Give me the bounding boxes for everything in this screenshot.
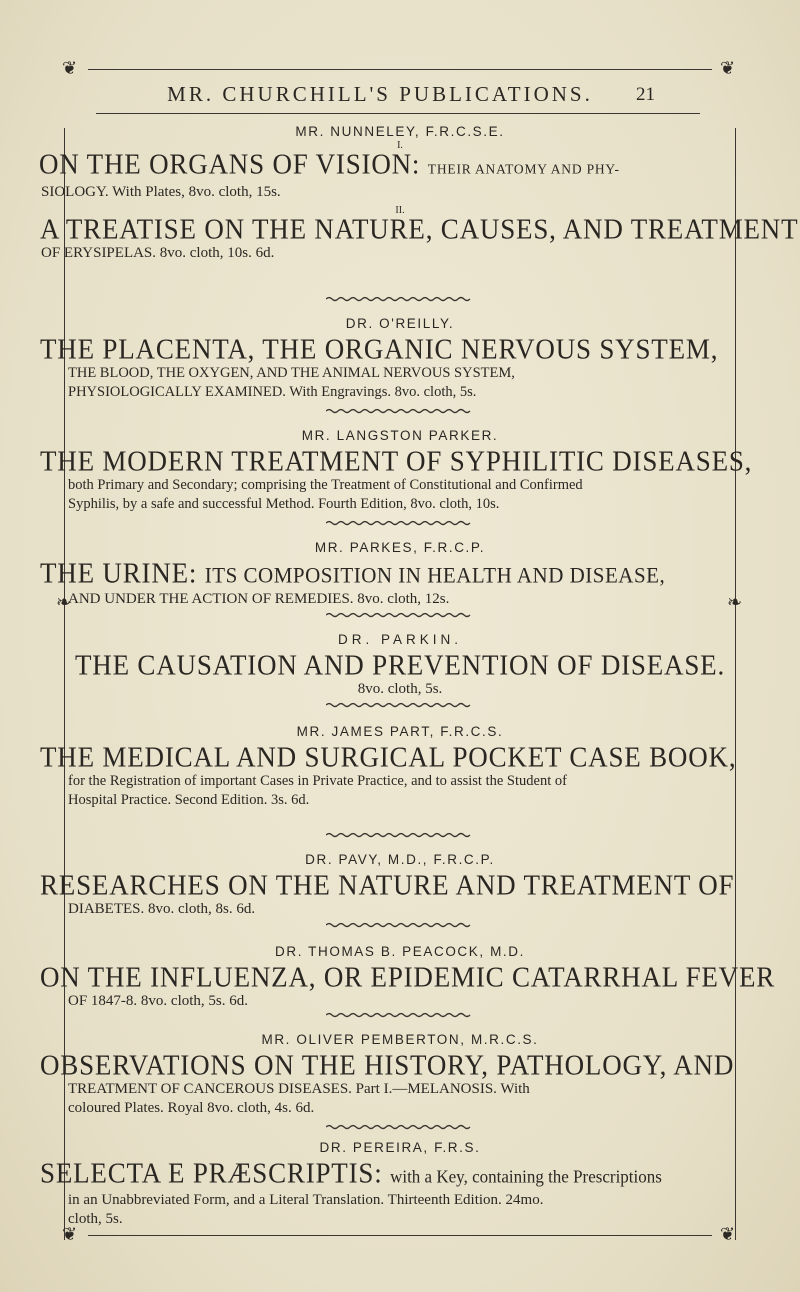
- entry-pereira: [40, 1140, 760, 1229]
- book-title: THE CAUSATION AND PREVENTION OF DISEASE.: [74, 649, 725, 681]
- book-title: ON THE INFLUENZA, OR EPIDEMIC CATARRHAL FEVER: [40, 961, 776, 993]
- header-underline-rule: [96, 113, 700, 114]
- book-description: PHYSIOLOGICALLY EXAMINED. With Engravings. 8vo. cloth, 5s.: [68, 384, 477, 400]
- book-description: for the Registration of important Cases in Private Practice, and to assist the Student of: [68, 773, 567, 789]
- book-title: THE PLACENTA, THE ORGANIC NERVOUS SYSTEM,: [40, 333, 719, 365]
- corner-fleuron-icon: ❦: [62, 58, 78, 79]
- entry-parkin: [40, 632, 760, 699]
- wavy-divider: [326, 1124, 472, 1130]
- wavy-divider: [326, 520, 472, 526]
- author-name: DR. PAVY, M.D., F.R.C.P.: [305, 852, 495, 867]
- entry-peacock: [40, 944, 776, 1011]
- entry-parkes: [40, 540, 760, 609]
- book-description: Syphilis, by a safe and successful Method. Fourth Edition, 8vo. cloth, 10s.: [68, 496, 500, 512]
- wavy-divider: [326, 922, 472, 928]
- item-numeral: I.: [397, 140, 403, 151]
- book-description: coloured Plates. Royal 8vo. cloth, 4s. 6d.: [68, 1100, 315, 1116]
- author-name: MR. PARKES, F.R.C.P.: [314, 540, 486, 555]
- title-main: SELECTA E PRÆSCRIPTIS:: [40, 1157, 383, 1189]
- entry-pavy: [40, 852, 760, 919]
- book-title: OBSERVATIONS ON THE HISTORY, PATHOLOGY, AND: [40, 1049, 735, 1081]
- author-name: MR. JAMES PART, F.R.C.S.: [296, 724, 504, 739]
- book-description: 8vo. cloth, 5s.: [357, 681, 443, 697]
- top-rule: [88, 69, 712, 70]
- corner-fleuron-icon: ❦: [720, 58, 736, 79]
- book-description: cloth, 5s.: [68, 1211, 123, 1227]
- author-name: MR. OLIVER PEMBERTON, M.R.C.S.: [261, 1032, 539, 1047]
- book-description: Hospital Practice. Second Edition. 3s. 6d.: [68, 792, 310, 808]
- book-title: THE MEDICAL AND SURGICAL POCKET CASE BOOK,: [40, 741, 737, 773]
- author-name: DR. PARKIN.: [337, 632, 462, 647]
- entry-nunneley: [39, 124, 799, 263]
- book-title: RESEARCHES ON THE NATURE AND TREATMENT OF: [40, 869, 735, 901]
- item-numeral: II.: [395, 205, 405, 216]
- author-name: MR. LANGSTON PARKER.: [301, 428, 499, 443]
- book-description: DIABETES. 8vo. cloth, 8s. 6d.: [68, 901, 256, 917]
- author-name: MR. NUNNELEY, F.R.C.S.E.: [295, 124, 505, 139]
- entry-james-part: [40, 724, 760, 810]
- book-title: [39, 149, 760, 184]
- title-main: ON THE ORGANS OF VISION:: [39, 148, 421, 180]
- title-main: THE URINE:: [40, 557, 198, 589]
- bottom-rule: [88, 1235, 712, 1236]
- author-name: DR. PEREIRA, F.R.S.: [319, 1140, 481, 1155]
- wavy-divider: [326, 832, 472, 838]
- wavy-divider: [326, 702, 472, 708]
- entry-langston-parker: [40, 428, 760, 514]
- book-description: AND UNDER THE ACTION OF REMEDIES. 8vo. cloth, 12s.: [68, 591, 450, 607]
- leaf-ornament-icon: ❧: [727, 592, 743, 613]
- running-title: MR. CHURCHILL'S PUBLICATIONS.: [167, 82, 593, 106]
- author-name: DR. O'REILLY.: [345, 316, 455, 331]
- book-title: A TREATISE ON THE NATURE, CAUSES, AND TREATMENT: [40, 213, 799, 245]
- book-description: in an Unabbreviated Form, and a Literal Translation. Thirteenth Edition. 24mo.: [68, 1192, 544, 1208]
- title-rest: with a Key, containing the Prescriptions: [390, 1166, 662, 1187]
- book-title: THE MODERN TREATMENT OF SYPHILITIC DISEASES,: [40, 445, 753, 477]
- title-rest: ITS COMPOSITION IN HEALTH AND DISEASE,: [204, 562, 666, 588]
- wavy-divider: [326, 1012, 472, 1018]
- book-description: OF ERYSIPELAS. 8vo. cloth, 10s. 6d.: [41, 245, 275, 261]
- corner-fleuron-icon: ❦: [62, 1224, 78, 1245]
- book-description: both Primary and Secondary; comprising the Treatment of Constitutional and Confirmed: [68, 477, 583, 493]
- wavy-divider: [326, 296, 472, 302]
- book-title: [40, 1158, 760, 1192]
- book-description: TREATMENT OF CANCEROUS DISEASES. Part I.—MELANOSIS. With: [68, 1081, 530, 1097]
- wavy-divider: [326, 612, 472, 618]
- entry-pemberton: [40, 1032, 760, 1118]
- book-title: [40, 558, 760, 591]
- author-name: DR. THOMAS B. PEACOCK, M.D.: [275, 944, 525, 959]
- page-number: 21: [636, 84, 655, 105]
- book-description: SIOLOGY. With Plates, 8vo. cloth, 15s.: [41, 184, 281, 200]
- book-description: OF 1847-8. 8vo. cloth, 5s. 6d.: [68, 993, 248, 1009]
- title-rest: THEIR ANATOMY AND PHY-: [427, 160, 620, 177]
- book-description: THE BLOOD, THE OXYGEN, AND THE ANIMAL NERVOUS SYSTEM,: [68, 365, 515, 381]
- entry-oreilly: [40, 316, 760, 402]
- leaf-ornament-icon: ❧: [56, 592, 72, 613]
- wavy-divider: [326, 408, 472, 414]
- corner-fleuron-icon: ❦: [720, 1224, 736, 1245]
